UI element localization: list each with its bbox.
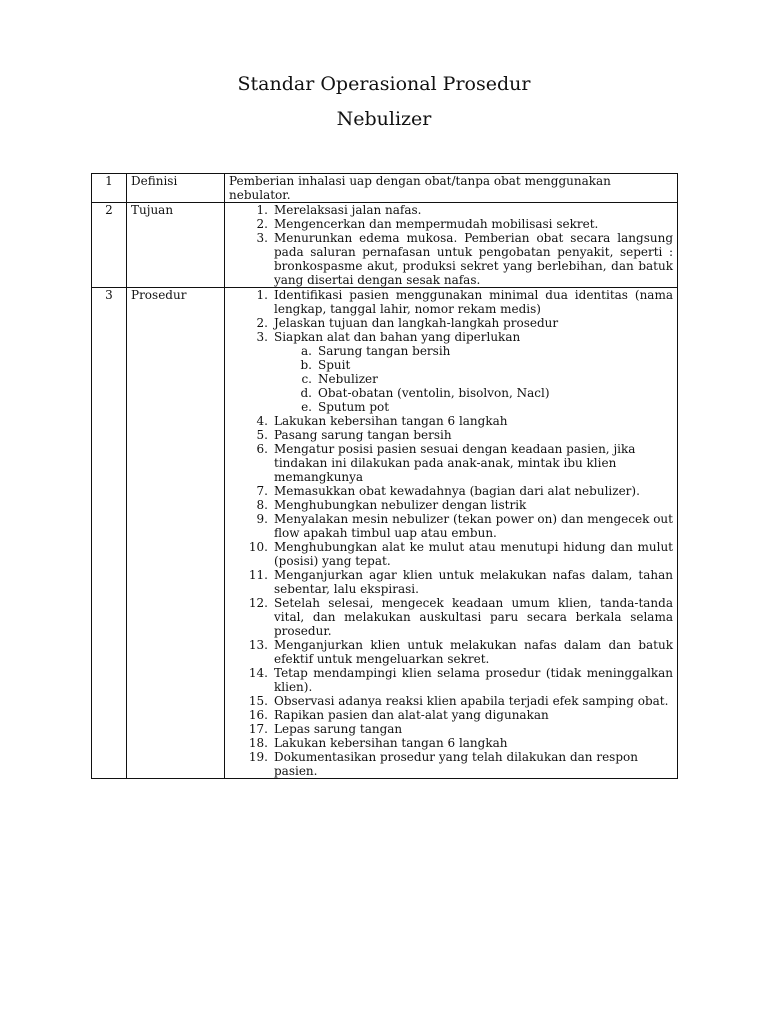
table-row-definisi xyxy=(92,174,678,203)
list-number: 12. xyxy=(248,596,268,610)
sub-list-text: Spuit xyxy=(318,358,351,372)
list-number: 2. xyxy=(256,217,268,231)
list-text: Menganjurkan klien untuk melakukan nafas dalam dan batuk efektif untuk mengeluarkan sekret. xyxy=(274,638,673,666)
sub-list-letter: a. xyxy=(301,344,312,358)
sub-list-item xyxy=(229,358,673,372)
list-number: 15. xyxy=(248,694,268,708)
list-item xyxy=(229,414,673,428)
list-text: Tetap mendampingi klien selama prosedur (tidak meninggalkan klien). xyxy=(274,666,673,694)
list-text: Siapkan alat dan bahan yang diperlukan xyxy=(274,330,521,344)
list-number: 17. xyxy=(248,722,268,736)
definisi-text: Pemberian inhalasi uap dengan obat/tanpa obat menggunakan nebulator. xyxy=(225,174,678,203)
sub-list-item xyxy=(229,386,673,400)
list-number: 4. xyxy=(256,414,268,428)
list-text: Memasukkan obat kewadahnya (bagian dari alat nebulizer). xyxy=(274,484,640,498)
list-number: 18. xyxy=(248,736,268,750)
row-number: 2 xyxy=(92,203,127,288)
list-number: 11. xyxy=(248,568,268,582)
sub-list-letter: d. xyxy=(300,386,312,400)
list-number: 13. xyxy=(248,638,268,652)
list-number: 6. xyxy=(256,442,268,456)
sub-list-text: Nebulizer xyxy=(318,372,378,386)
sub-list-letter: e. xyxy=(301,400,312,414)
list-text: Dokumentasikan prosedur yang telah dilakukan dan respon pasien. xyxy=(274,750,638,778)
sub-list-item xyxy=(229,372,673,386)
list-number: 7. xyxy=(256,484,268,498)
list-text: Merelaksasi jalan nafas. xyxy=(274,203,422,217)
tujuan-list xyxy=(225,203,678,288)
sub-list-item xyxy=(229,400,673,414)
sub-list-text: Obat-obatan (ventolin, bisolvon, Nacl) xyxy=(318,386,550,400)
list-item xyxy=(229,484,673,498)
list-number: 16. xyxy=(248,708,268,722)
row-number: 1 xyxy=(92,174,127,203)
sub-list-text: Sputum pot xyxy=(318,400,390,414)
list-number: 14. xyxy=(248,666,268,680)
list-text: Jelaskan tujuan dan langkah-langkah prosedur xyxy=(274,316,559,330)
list-item xyxy=(229,694,673,708)
list-text: Menyalakan mesin nebulizer (tekan power on) dan mengecek out flow apakah timbul uap atau embun. xyxy=(274,512,673,540)
list-item xyxy=(229,568,673,596)
sub-list-item xyxy=(229,344,673,358)
list-number: 2. xyxy=(256,316,268,330)
list-text: Observasi adanya reaksi klien apabila terjadi efek samping obat. xyxy=(274,694,669,708)
list-number: 9. xyxy=(256,512,268,526)
list-item xyxy=(229,316,673,330)
row-label: Tujuan xyxy=(127,203,225,288)
document-title: Standar Operasional Prosedur xyxy=(237,73,531,95)
list-number: 1. xyxy=(256,203,268,217)
list-item xyxy=(229,540,673,568)
list-text: Menurunkan edema mukosa. Pemberian obat secara langsung pada saluran pernafasan untuk pengobatan penyakit, seperti : bronkospasme akut, produksi sekret yang berlebihan, dan batuk yang disertai dengan sesak nafas. xyxy=(274,231,673,287)
list-number: 3. xyxy=(256,231,268,245)
document-subtitle: Nebulizer xyxy=(336,108,432,130)
table-row-prosedur xyxy=(92,288,678,779)
table-row-tujuan xyxy=(92,203,678,288)
list-number: 3. xyxy=(256,330,268,344)
list-text: Menghubungkan alat ke mulut atau menutupi hidung dan mulut (posisi) yang tepat. xyxy=(274,540,673,568)
list-number: 8. xyxy=(256,498,268,512)
list-item xyxy=(229,231,673,287)
row-label: Definisi xyxy=(127,174,225,203)
list-text: Rapikan pasien dan alat-alat yang digunakan xyxy=(274,708,549,722)
list-item xyxy=(229,722,673,736)
list-number: 19. xyxy=(248,750,268,764)
list-item xyxy=(229,708,673,722)
list-item xyxy=(229,288,673,316)
list-item xyxy=(229,428,673,442)
list-number: 10. xyxy=(248,540,268,554)
list-item xyxy=(229,512,673,540)
list-item xyxy=(229,666,673,694)
list-text: Identifikasi pasien menggunakan minimal dua identitas (nama lengkap, tanggal lahir, nomor rekam medis) xyxy=(274,288,673,316)
list-item xyxy=(229,442,673,484)
list-item xyxy=(229,498,673,512)
list-text: Setelah selesai, mengecek keadaan umum klien, tanda-tanda vital, dan melakukan auskultasi paru secara berkala selama prosedur. xyxy=(274,596,673,638)
row-label: Prosedur xyxy=(127,288,225,779)
prosedur-list xyxy=(225,288,678,779)
list-item xyxy=(229,596,673,638)
list-item xyxy=(229,750,673,778)
sop-table xyxy=(91,173,678,779)
sub-list-letter: c. xyxy=(301,372,312,386)
list-item xyxy=(229,217,673,231)
list-item xyxy=(229,638,673,666)
list-text: Lepas sarung tangan xyxy=(274,722,403,736)
list-item xyxy=(229,330,673,344)
list-text: Menghubungkan nebulizer dengan listrik xyxy=(274,498,527,512)
list-number: 5. xyxy=(256,428,268,442)
list-text: Menganjurkan agar klien untuk melakukan nafas dalam, tahan sebentar, lalu ekspirasi. xyxy=(274,568,673,596)
list-text: Mengatur posisi pasien sesuai dengan keadaan pasien, jika tindakan ini dilakukan pada anak-anak, mintak ibu klien memangkunya xyxy=(274,442,636,484)
list-text: Lakukan kebersihan tangan 6 langkah xyxy=(274,736,508,750)
list-item xyxy=(229,736,673,750)
row-number: 3 xyxy=(92,288,127,779)
list-text: Lakukan kebersihan tangan 6 langkah xyxy=(274,414,508,428)
list-item xyxy=(229,203,673,217)
list-number: 1. xyxy=(256,288,268,302)
sub-list-letter: b. xyxy=(300,358,312,372)
list-text: Mengencerkan dan mempermudah mobilisasi sekret. xyxy=(274,217,599,231)
sub-list-text: Sarung tangan bersih xyxy=(318,344,451,358)
list-text: Pasang sarung tangan bersih xyxy=(274,428,452,442)
